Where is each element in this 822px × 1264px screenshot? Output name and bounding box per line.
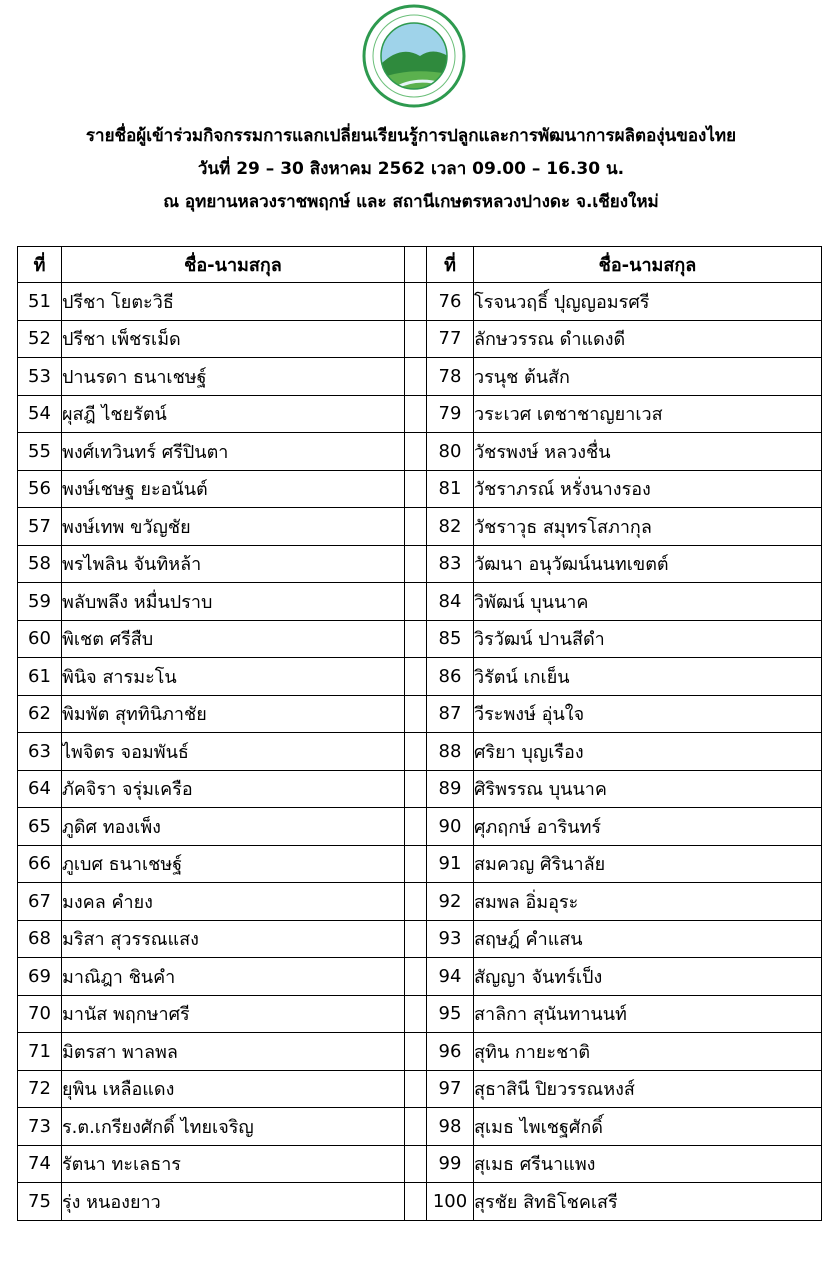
participant-name: วระเวศ เตชาชาญยาเวส — [474, 395, 822, 433]
row-number: 57 — [18, 508, 62, 546]
row-number: 99 — [427, 1145, 474, 1183]
participant-name: ไพจิตร จอมพันธ์ — [62, 733, 405, 771]
participant-name: ภูเบศ ธนาเชษฐ์ — [62, 845, 405, 883]
row-number: 83 — [427, 545, 474, 583]
row-number: 87 — [427, 695, 474, 733]
table-row — [18, 1070, 822, 1108]
participant-name: วีระพงษ์ อุ่นใจ — [474, 695, 822, 733]
participant-name: วัชราภรณ์ หรั่งนางรอง — [474, 470, 822, 508]
table-row — [18, 808, 822, 846]
row-number: 92 — [427, 883, 474, 921]
column-separator — [405, 508, 427, 546]
participant-name: สฤษฎ์ คำแสน — [474, 920, 822, 958]
participant-name: ผุสฎี ไชยรัตน์ — [62, 395, 405, 433]
participant-name: พิเชต ศรีสืบ — [62, 620, 405, 658]
participant-name: มิตรสา พาลพล — [62, 1033, 405, 1071]
participant-name: ลักษวรรณ ดำแดงดี — [474, 320, 822, 358]
participant-name: สุรชัย สิทธิโชคเสรี — [474, 1183, 822, 1221]
participant-name: วัชราวุธ สมุทรโสภากุล — [474, 508, 822, 546]
row-number: 78 — [427, 358, 474, 396]
table-row — [18, 508, 822, 546]
column-separator — [405, 995, 427, 1033]
participant-name: พงศ์เทวินทร์ ศรีปินตา — [62, 433, 405, 471]
participant-name: รุ่ง หนองยาว — [62, 1183, 405, 1221]
participant-name: ยุพิน เหลือแดง — [62, 1070, 405, 1108]
participant-name: ภูดิศ ทองเพ็ง — [62, 808, 405, 846]
institute-seal-icon — [362, 4, 466, 108]
table-row — [18, 1145, 822, 1183]
column-header-no: ที่ — [427, 247, 474, 283]
table-row — [18, 883, 822, 921]
participant-name: ศิริพรรณ บุนนาค — [474, 770, 822, 808]
participant-name: พิมพัต สุททินิภาชัย — [62, 695, 405, 733]
column-separator — [405, 433, 427, 471]
table-row — [18, 845, 822, 883]
participant-name: สมพล อิ่มอุระ — [474, 883, 822, 921]
participant-name: สุทิน กายะชาติ — [474, 1033, 822, 1071]
participant-name: ปานรดา ธนาเชษฐ์ — [62, 358, 405, 396]
row-number: 65 — [18, 808, 62, 846]
column-separator — [405, 1033, 427, 1071]
participant-name: รัตนา ทะเลธาร — [62, 1145, 405, 1183]
column-separator — [405, 695, 427, 733]
row-number: 60 — [18, 620, 62, 658]
participant-name: สุเมธ ศรีนาแพง — [474, 1145, 822, 1183]
participant-table — [17, 246, 822, 1221]
table-row — [18, 358, 822, 396]
table-row — [18, 658, 822, 696]
participant-name: วิรวัฒน์ ปานสีดำ — [474, 620, 822, 658]
participant-name: พงษ์เชษฐ ยะอนันต์ — [62, 470, 405, 508]
column-separator — [405, 1108, 427, 1146]
row-number: 80 — [427, 433, 474, 471]
column-separator — [405, 845, 427, 883]
column-separator — [405, 658, 427, 696]
row-number: 63 — [18, 733, 62, 771]
row-number: 67 — [18, 883, 62, 921]
participant-name: วิพัฒน์ บุนนาค — [474, 583, 822, 621]
row-number: 98 — [427, 1108, 474, 1146]
table-row — [18, 695, 822, 733]
table-row — [18, 1183, 822, 1221]
row-number: 88 — [427, 733, 474, 771]
row-number: 69 — [18, 958, 62, 996]
row-number: 93 — [427, 920, 474, 958]
row-number: 95 — [427, 995, 474, 1033]
table-row — [18, 770, 822, 808]
row-number: 77 — [427, 320, 474, 358]
column-separator — [405, 770, 427, 808]
participant-name: โรจนวฤธิ์ ปุญญอมรศรี — [474, 283, 822, 321]
row-number: 82 — [427, 508, 474, 546]
document-title: รายชื่อผู้เข้าร่วมกิจกรรมการแลกเปลี่ยนเรียนรู้การปลูกและการพัฒนาการผลิตองุ่นของไทย — [85, 126, 737, 146]
column-separator — [405, 620, 427, 658]
column-separator — [405, 920, 427, 958]
table-row — [18, 545, 822, 583]
row-number: 55 — [18, 433, 62, 471]
table-row — [18, 958, 822, 996]
participant-name: วัชรพงษ์ หลวงชื่น — [474, 433, 822, 471]
row-number: 76 — [427, 283, 474, 321]
row-number: 86 — [427, 658, 474, 696]
row-number: 74 — [18, 1145, 62, 1183]
row-number: 97 — [427, 1070, 474, 1108]
participant-name: ศุภฤกษ์ อารินทร์ — [474, 808, 822, 846]
table-row — [18, 1033, 822, 1071]
table-row — [18, 433, 822, 471]
column-separator — [405, 320, 427, 358]
table-row — [18, 620, 822, 658]
column-separator — [405, 583, 427, 621]
row-number: 90 — [427, 808, 474, 846]
column-separator — [405, 958, 427, 996]
column-separator — [405, 283, 427, 321]
row-number: 94 — [427, 958, 474, 996]
row-number: 59 — [18, 583, 62, 621]
participant-name: ปรีชา โยตะวิธี — [62, 283, 405, 321]
row-number: 64 — [18, 770, 62, 808]
column-separator — [405, 470, 427, 508]
row-number: 85 — [427, 620, 474, 658]
row-number: 54 — [18, 395, 62, 433]
participant-name: สมควญ ศิรินาลัย — [474, 845, 822, 883]
document-date: วันที่ 29 – 30 สิงหาคม 2562 เวลา 09.00 – 16.30 น. — [197, 159, 625, 179]
participant-name: พลับพลึง หมื่นปราบ — [62, 583, 405, 621]
table-row — [18, 470, 822, 508]
participant-name: มริสา สุวรรณแสง — [62, 920, 405, 958]
column-separator — [405, 1183, 427, 1221]
column-separator — [405, 883, 427, 921]
row-number: 89 — [427, 770, 474, 808]
participant-name: สุเมธ ไพเชฐศักดิ์ — [474, 1108, 822, 1146]
column-separator — [405, 1070, 427, 1108]
column-header-name: ชื่อ-นามสกุล — [474, 247, 822, 283]
participant-name: พรไพลิน จันทิหล้า — [62, 545, 405, 583]
participant-name: พินิจ สารมะโน — [62, 658, 405, 696]
row-number: 81 — [427, 470, 474, 508]
table-row — [18, 320, 822, 358]
column-separator — [405, 808, 427, 846]
column-separator — [405, 358, 427, 396]
row-number: 58 — [18, 545, 62, 583]
row-number: 61 — [18, 658, 62, 696]
table-header-row — [18, 247, 822, 283]
row-number: 84 — [427, 583, 474, 621]
document-venue: ณ อุทยานหลวงราชพฤกษ์ และ สถานีเกษตรหลวงปางดะ จ.เชียงใหม่ — [163, 192, 659, 212]
table-row — [18, 920, 822, 958]
row-number: 75 — [18, 1183, 62, 1221]
row-number: 62 — [18, 695, 62, 733]
column-separator — [405, 247, 427, 283]
row-number: 53 — [18, 358, 62, 396]
column-header-name: ชื่อ-นามสกุล — [62, 247, 405, 283]
row-number: 91 — [427, 845, 474, 883]
participant-name: ปรีชา เพ็ชรเม็ด — [62, 320, 405, 358]
row-number: 72 — [18, 1070, 62, 1108]
table-row — [18, 1108, 822, 1146]
table-row — [18, 733, 822, 771]
participant-name: สัญญา จันทร์เป็ง — [474, 958, 822, 996]
row-number: 100 — [427, 1183, 474, 1221]
table-row — [18, 995, 822, 1033]
row-number: 66 — [18, 845, 62, 883]
participant-name: พงษ์เทพ ขวัญชัย — [62, 508, 405, 546]
participant-name: สาลิกา สุนันทานนท์ — [474, 995, 822, 1033]
row-number: 51 — [18, 283, 62, 321]
column-separator — [405, 733, 427, 771]
participant-name: มงคล คำยง — [62, 883, 405, 921]
row-number: 73 — [18, 1108, 62, 1146]
table-row — [18, 283, 822, 321]
row-number: 79 — [427, 395, 474, 433]
table-row — [18, 583, 822, 621]
column-header-no: ที่ — [18, 247, 62, 283]
participant-name: สุธาสินี ปิยวรรณหงส์ — [474, 1070, 822, 1108]
participant-name: มานัส พฤกษาศรี — [62, 995, 405, 1033]
row-number: 70 — [18, 995, 62, 1033]
participant-name: ภัคจิรา จรุ่มเครือ — [62, 770, 405, 808]
participant-name: ร.ต.เกรียงศักดิ์ ไทยเจริญ — [62, 1108, 405, 1146]
row-number: 56 — [18, 470, 62, 508]
column-separator — [405, 395, 427, 433]
table-row — [18, 395, 822, 433]
participant-name: วรนุช ต้นสัก — [474, 358, 822, 396]
participant-name: มาณิฎา ชินคำ — [62, 958, 405, 996]
column-separator — [405, 545, 427, 583]
participant-name: วัฒนา อนุวัฒน์นนทเขตต์ — [474, 545, 822, 583]
participant-name: วิรัตน์ เกเย็น — [474, 658, 822, 696]
row-number: 71 — [18, 1033, 62, 1071]
row-number: 68 — [18, 920, 62, 958]
row-number: 96 — [427, 1033, 474, 1071]
participant-name: ศริยา บุญเรือง — [474, 733, 822, 771]
row-number: 52 — [18, 320, 62, 358]
column-separator — [405, 1145, 427, 1183]
